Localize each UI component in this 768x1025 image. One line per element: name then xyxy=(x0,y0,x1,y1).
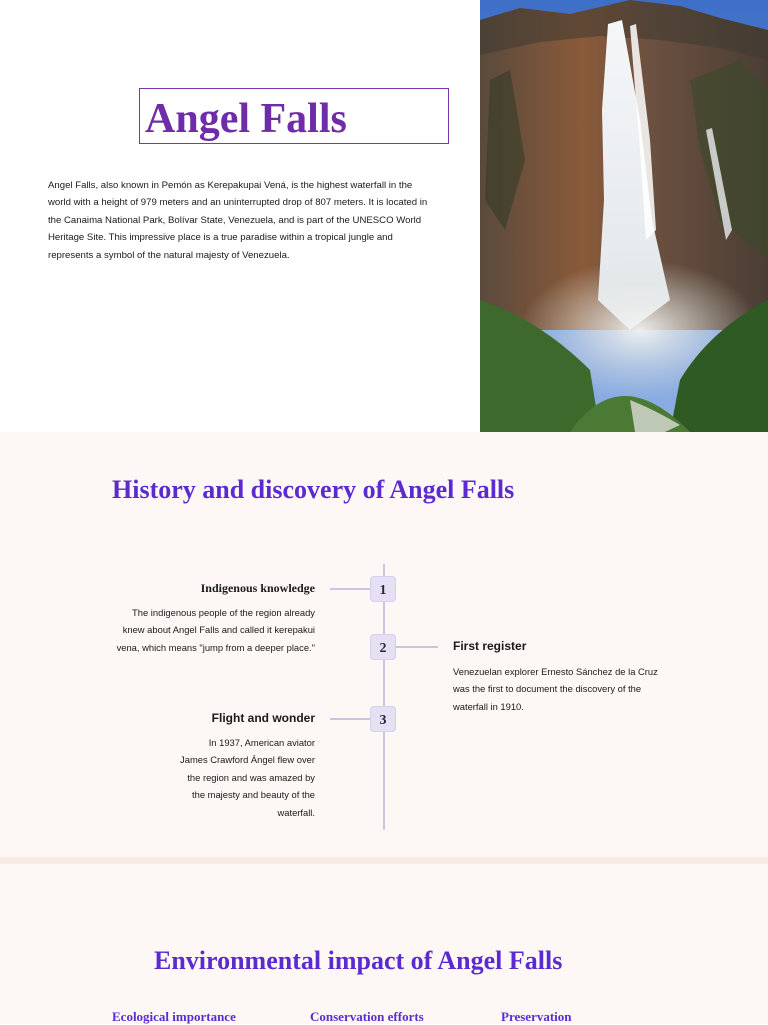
event-1-body: The indigenous people of the region already knew about Angel Falls and called it kerepakui vena, which means "jump from a deeper place." xyxy=(116,607,315,653)
page-title: Angel Falls xyxy=(145,96,347,142)
timeline-connector-3 xyxy=(330,718,372,720)
waterfall-illustration xyxy=(480,0,768,432)
environment-slide xyxy=(0,864,768,1024)
column-preservation: Preservation xyxy=(501,1009,572,1024)
event-1-heading: Indigenous knowledge xyxy=(200,581,315,595)
timeline-number-2: 2 xyxy=(370,634,396,660)
timeline-number-1: 1 xyxy=(370,576,396,602)
intro-paragraph: Angel Falls, also known in Pemón as Kerepakupai Vená, is the highest waterfall in the world with a height of 979 meters and an uninterrupted drop of 807 meters. It is located in the Canaima National Park, Bolívar State, Venezuela, and is part of the UNESCO World Heritage Site. This impressive place is a true paradise within a tropical jungle and represents a symbol of the natural majesty of Venezuela. xyxy=(48,180,428,261)
timeline-connector-1 xyxy=(330,588,372,590)
timeline-number-3: 3 xyxy=(370,706,396,732)
waterfall-photo xyxy=(480,0,768,432)
event-3-heading: Flight and wonder xyxy=(211,711,315,725)
slide-divider xyxy=(0,857,768,864)
event-2-heading: First register xyxy=(453,639,527,653)
column-conservation-efforts: Conservation efforts xyxy=(310,1009,424,1024)
hero-slide xyxy=(0,0,768,432)
event-2-body: Venezuelan explorer Ernesto Sánchez de la Cruz was the first to document the discovery of the waterfall in 1910. xyxy=(453,666,658,712)
event-3-body: In 1937, American aviator James Crawford Ángel flew over the region and was amazed by the majesty and beauty of the waterfall. xyxy=(180,737,315,818)
history-title: History and discovery of Angel Falls xyxy=(112,475,515,504)
timeline-connector-2 xyxy=(396,646,438,648)
title-box[interactable] xyxy=(139,88,449,144)
column-ecological-importance: Ecological importance xyxy=(112,1009,236,1024)
timeline-line xyxy=(383,564,385,830)
history-slide xyxy=(0,432,768,857)
environment-title: Environmental impact of Angel Falls xyxy=(154,946,563,975)
